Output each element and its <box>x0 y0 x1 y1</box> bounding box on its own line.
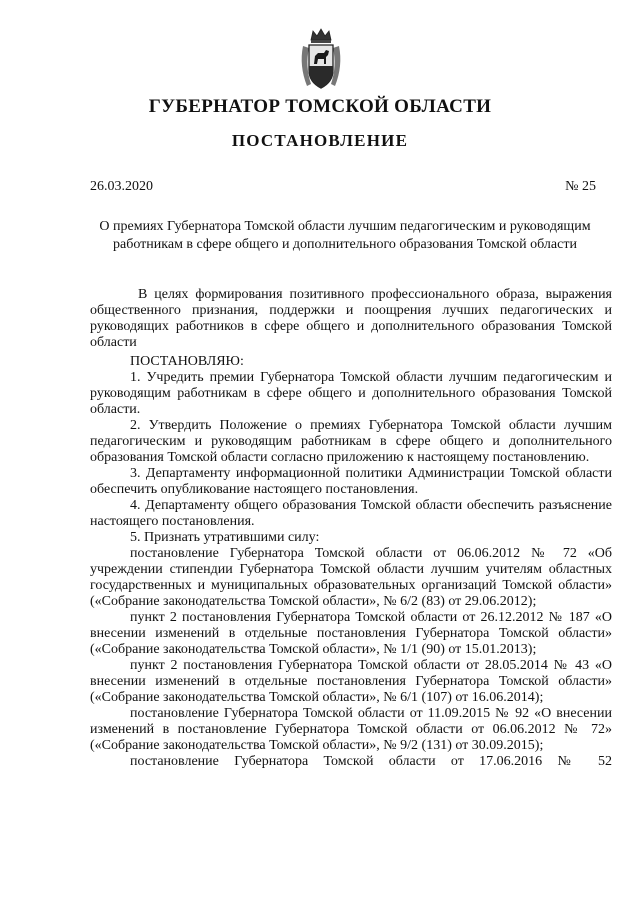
document-date: 26.03.2020 <box>90 179 153 194</box>
repealed-act-2: пункт 2 постановления Губернатора Томской области от 26.12.2012 № 187 «О внесении изменений в отдельные постановления Губернатора Томской области» («Собрание законодательства Томской области», № 1/1 (90) от 15.01.2013); <box>90 610 612 657</box>
item-2: 2. Утвердить Положение о премиях Губернатора Томской области лучшим педагогическим и руководящим работникам в сфере общего и дополнительного образования Томской области согласно приложению к настоящему постановлению. <box>90 418 612 465</box>
repealed-act-3: пункт 2 постановления Губернатора Томской области от 28.05.2014 № 43 «О внесении изменений в отдельные постановления Губернатора Томской области» («Собрание законодательства Томской области», № 6/1 (107) от 16.06.2014); <box>90 658 612 705</box>
document-subject: О премиях Губернатора Томской области лучшим педагогическим и руководящим работникам в сфере общего и дополнительного образования Томской области <box>99 219 591 252</box>
governor-title: ГУБЕРНАТОР ТОМСКОЙ ОБЛАСТИ <box>148 96 492 117</box>
repealed-act-4: постановление Губернатора Томской области от 11.09.2015 № 92 «О внесении изменений в постановление Губернатора Томской области от 06.06.2012 № 72» («Собрание законодательства Томской области», № 9/2 (131) от 30.09.2015); <box>90 706 612 753</box>
document-number: № 25 <box>565 179 596 194</box>
preamble <box>90 287 612 351</box>
item-3: 3. Департаменту информационной политики Администрации Томской области обеспечить опубликование настоящего постановления. <box>90 466 612 497</box>
preamble-text: В целях формирования позитивного профессионального образа, выражения общественного признания, поддержки и поощрения лучших педагогических и руководящих работников в сфере общего и дополнительного образования Томской области <box>90 287 612 350</box>
resolve-word: ПОСТАНОВЛЯЮ: <box>130 354 244 369</box>
repealed-act-5: постановление Губернатора Томской области от 17.06.2016 № 52 <box>130 754 612 769</box>
resolution-body <box>90 354 612 770</box>
item-4: 4. Департаменту общего образования Томской области обеспечить разъяснение настоящего постановления. <box>90 498 612 529</box>
item-1: 1. Учредить премии Губернатора Томской области лучшим педагогическим и руководящим работникам в сфере общего и дополнительного образования Томской области. <box>90 370 612 417</box>
item-5: 5. Признать утратившими силу: <box>130 530 320 545</box>
document-type: ПОСТАНОВЛЕНИЕ <box>231 131 409 150</box>
tomsk-oblast-coat-of-arms-icon <box>297 26 345 94</box>
repealed-act-1: постановление Губернатора Томской области от 06.06.2012 № 72 «Об учреждении стипендии Губернатора Томской области лучшим учителям областных государственных и муниципальных образовательных организаций Томской области» («Собрание законодательства Томской области», № 6/2 (83) от 29.06.2012); <box>90 546 612 609</box>
